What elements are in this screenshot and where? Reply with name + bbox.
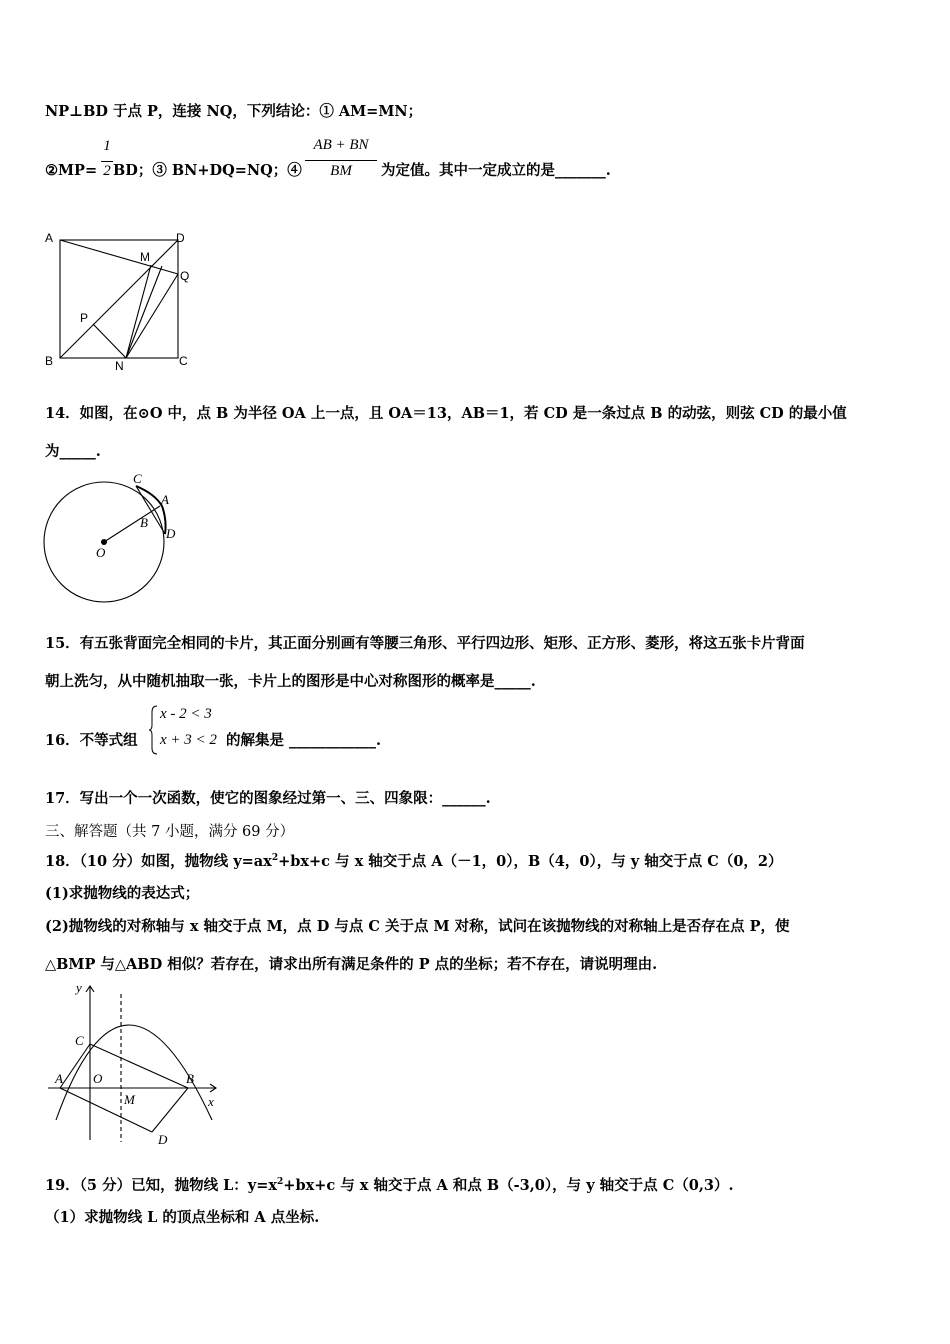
q19-line1-a: 19．（5 分）已知，抛物线 L：y=x [45,1176,278,1194]
q13-half-numerator: 1 [103,138,111,154]
q13-fraction-bar [305,160,377,161]
q18-label-c: C [75,1033,84,1048]
q13-fraction-numerator: AB + BN [313,137,369,153]
q13-text-line1: NP⊥BD 于点 P，连接 NQ，下列结论：① AM=MN； [45,103,423,120]
q13-label-d: D [176,231,185,245]
q14-label-b: B [140,515,148,530]
q16-brace [149,704,159,756]
q18-line1-a: 18．（10 分）如图，抛物线 y=ax [45,852,272,870]
section3-title: 三、解答题（共 7 小题，满分 69 分） [45,824,295,840]
q13-label-a: A [45,231,54,245]
q18-part1: (1)求抛物线的表达式； [45,885,200,902]
q13-text-line2-suffix: 为定值。其中一定成立的是_______. [381,162,611,179]
q14-label-a: A [161,492,169,507]
q19-text-line1 [45,1172,734,1196]
q19-line1-b: +bx+c 与 x 轴交于点 A 和点 B（-3,0），与 y 轴交于点 C（0,3）. [283,1176,734,1194]
q14-text-line1: 14．如图，在⊙O 中，点 B 为半径 OA 上一点，且 OA＝13，AB＝1，若 CD 是一条过点 B 的动弦，则弦 CD 的最小值 [45,405,847,422]
q18-superscript: 2 [271,853,279,863]
q18-label-o: O [93,1071,103,1086]
q16-inequality-2: x + 3 < 2 [160,732,217,748]
q18-parabola-figure [40,980,230,1150]
q13-half-bar [101,161,113,162]
q14-label-d: D [166,526,176,541]
q18-label-d: D [158,1132,168,1147]
q19-part1: （1）求抛物线 L 的顶点坐标和 A 点坐标. [45,1209,320,1226]
q13-half-denominator: 2 [103,163,111,179]
q18-part2-line1: (2)抛物线的对称轴与 x 轴交于点 M，点 D 与点 C 关于点 M 对称，试问在该抛物线的对称轴上是否存在点 P，使 [45,918,790,935]
q14-text-line2: 为_____. [45,443,101,460]
q16-inequality-1: x - 2 < 3 [160,706,212,722]
q16-text-prefix: 16．不等式组 [45,732,138,749]
q13-label-m: M [140,250,150,264]
q19-superscript: 2 [277,1177,284,1187]
q18-label-y: y [76,980,82,995]
q13-label-c: C [179,354,188,368]
q14-label-c: C [133,471,142,486]
q18-line1-b: +bx+c 与 x 轴交于点 A（－1，0），B（4，0），与 y 轴交于点 C（0，2） [278,852,783,870]
q13-label-n: N [115,359,124,373]
q14-label-o: O [96,545,106,560]
q13-label-q: Q [180,269,190,283]
q13-fraction-denominator: BM [330,163,352,179]
q17-text: 17．写出一个一次函数，使它的图象经过第一、三、四象限：______. [45,790,491,807]
q15-text-line2: 朝上洗匀，从中随机抽取一张，卡片上的图形是中心对称图形的概率是_____. [45,673,536,690]
q14-circle-figure [40,466,190,606]
q13-square-figure [38,228,198,373]
q16-text-suffix: 的解集是 ____________. [226,732,382,749]
q18-label-b: B [186,1071,194,1086]
q18-label-x: x [208,1094,214,1109]
q13-text-line2-mid: BD；③ BN+DQ=NQ；④ [113,162,302,179]
q13-label-p: P [80,311,89,325]
q13-label-b: B [45,354,54,368]
q13-text-line2-prefix: ②MP= [45,162,98,179]
q18-part2-line2: △BMP 与△ABD 相似？若存在，请求出所有满足条件的 P 点的坐标；若不存在，请说明理由. [45,956,658,973]
q18-label-a: A [55,1071,63,1086]
q15-text-line1: 15．有五张背面完全相同的卡片，其正面分别画有等腰三角形、平行四边形、矩形、正方形、菱形，将这五张卡片背面 [45,635,805,652]
q18-text-line1 [45,848,783,872]
q18-label-m: M [124,1092,135,1107]
